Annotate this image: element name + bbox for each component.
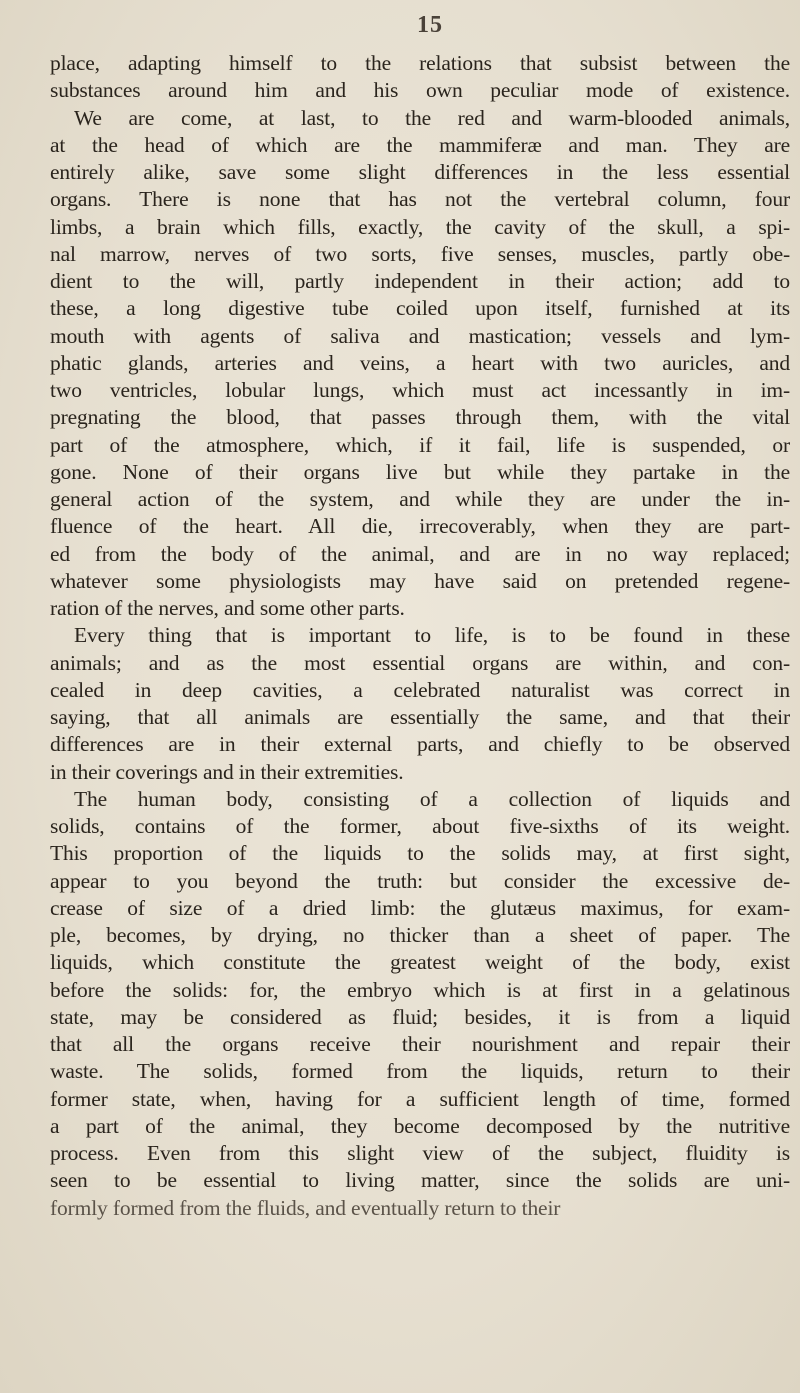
text-line: The human body, consisting of a collection of liquids and [74, 786, 790, 811]
text-line: state, may be considered as fluid; besides, it is from a liquid [50, 1004, 790, 1029]
text-line: We are come, at last, to the red and warm-blooded animals, [74, 105, 790, 130]
text-line: seen to be essential to living matter, since the solids are uni- [50, 1168, 790, 1193]
text-line: a part of the animal, they become decomposed by the nutritive [50, 1113, 790, 1138]
text-line: whatever some physiologists may have said on pretended regene- [50, 568, 790, 593]
body-text [50, 50, 790, 1222]
text-line: former state, when, having for a sufficient length of time, formed [50, 1086, 790, 1111]
text-line: these, a long digestive tube coiled upon itself, furnished at its [50, 296, 790, 321]
text-line: liquids, which constitute the greatest weight of the body, exist [50, 950, 790, 975]
text-line: cealed in deep cavities, a celebrated naturalist was correct in [50, 677, 790, 702]
text-line: that all the organs receive their nourishment and repair their [50, 1032, 790, 1056]
text-line: limbs, a brain which fills, exactly, the cavity of the skull, a spi- [50, 214, 790, 239]
text-line: phatic glands, arteries and veins, a heart with two auricles, and [50, 350, 790, 375]
text-line: at the head of which are the mammiferæ and man. They are [50, 132, 790, 157]
text-line: appear to you beyond the truth: but consider the excessive de- [50, 868, 790, 893]
text-line: fluence of the heart. All die, irrecoverably, when they are part- [50, 514, 790, 539]
text-line: part of the atmosphere, which, if it fail, life is suspended, or [50, 432, 790, 457]
text-line: dient to the will, partly independent in their action; add to [50, 269, 790, 293]
text-line: Every thing that is important to life, is to be found in these [74, 623, 790, 648]
text-line: solids, contains of the former, about five-sixths of its weight. [50, 814, 790, 838]
text-line: organs. There is none that has not the vertebral column, four [50, 187, 790, 212]
text-line: saying, that all animals are essentially the same, and that their [50, 705, 790, 729]
text-line: formly formed from the fluids, and eventually return to their [50, 1195, 561, 1220]
text-line: entirely alike, save some slight differences in the less essential [50, 160, 790, 184]
text-line: two ventricles, lobular lungs, which must act incessantly in im- [50, 378, 790, 402]
text-line: This proportion of the liquids to the solids may, at first sight, [50, 841, 790, 866]
text-line: animals; and as the most essential organs are within, and con- [50, 650, 790, 675]
text-line: mouth with agents of saliva and mastication; vessels and lym- [50, 323, 790, 348]
text-line: process. Even from this slight view of the subject, fluidity is [50, 1141, 790, 1165]
text-line: crease of size of a dried limb: the glutæus maximus, for exam- [50, 895, 790, 920]
text-line: ration of the nerves, and some other parts. [50, 596, 405, 620]
text-line: substances around him and his own peculiar mode of existence. [50, 78, 790, 103]
text-line: nal marrow, nerves of two sorts, five senses, muscles, partly obe- [50, 241, 790, 266]
page-number: 15 [417, 12, 443, 38]
text-line: in their coverings and in their extremities. [50, 759, 404, 784]
text-line: general action of the system, and while they are under the in- [50, 487, 790, 511]
text-line: pregnating the blood, that passes through them, with the vital [50, 405, 790, 430]
text-line: waste. The solids, formed from the liquids, return to their [50, 1059, 790, 1084]
text-line: gone. None of their organs live but while they partake in the [50, 459, 790, 484]
text-line: ed from the body of the animal, and are in no way replaced; [50, 541, 790, 566]
text-line: ple, becomes, by drying, no thicker than a sheet of paper. The [50, 923, 790, 947]
text-line: differences are in their external parts, and chiefly to be observed [50, 732, 790, 757]
text-line: place, adapting himself to the relations that subsist between the [50, 51, 790, 75]
text-line: before the solids: for, the embryo which is at first in a gelatinous [50, 977, 790, 1002]
